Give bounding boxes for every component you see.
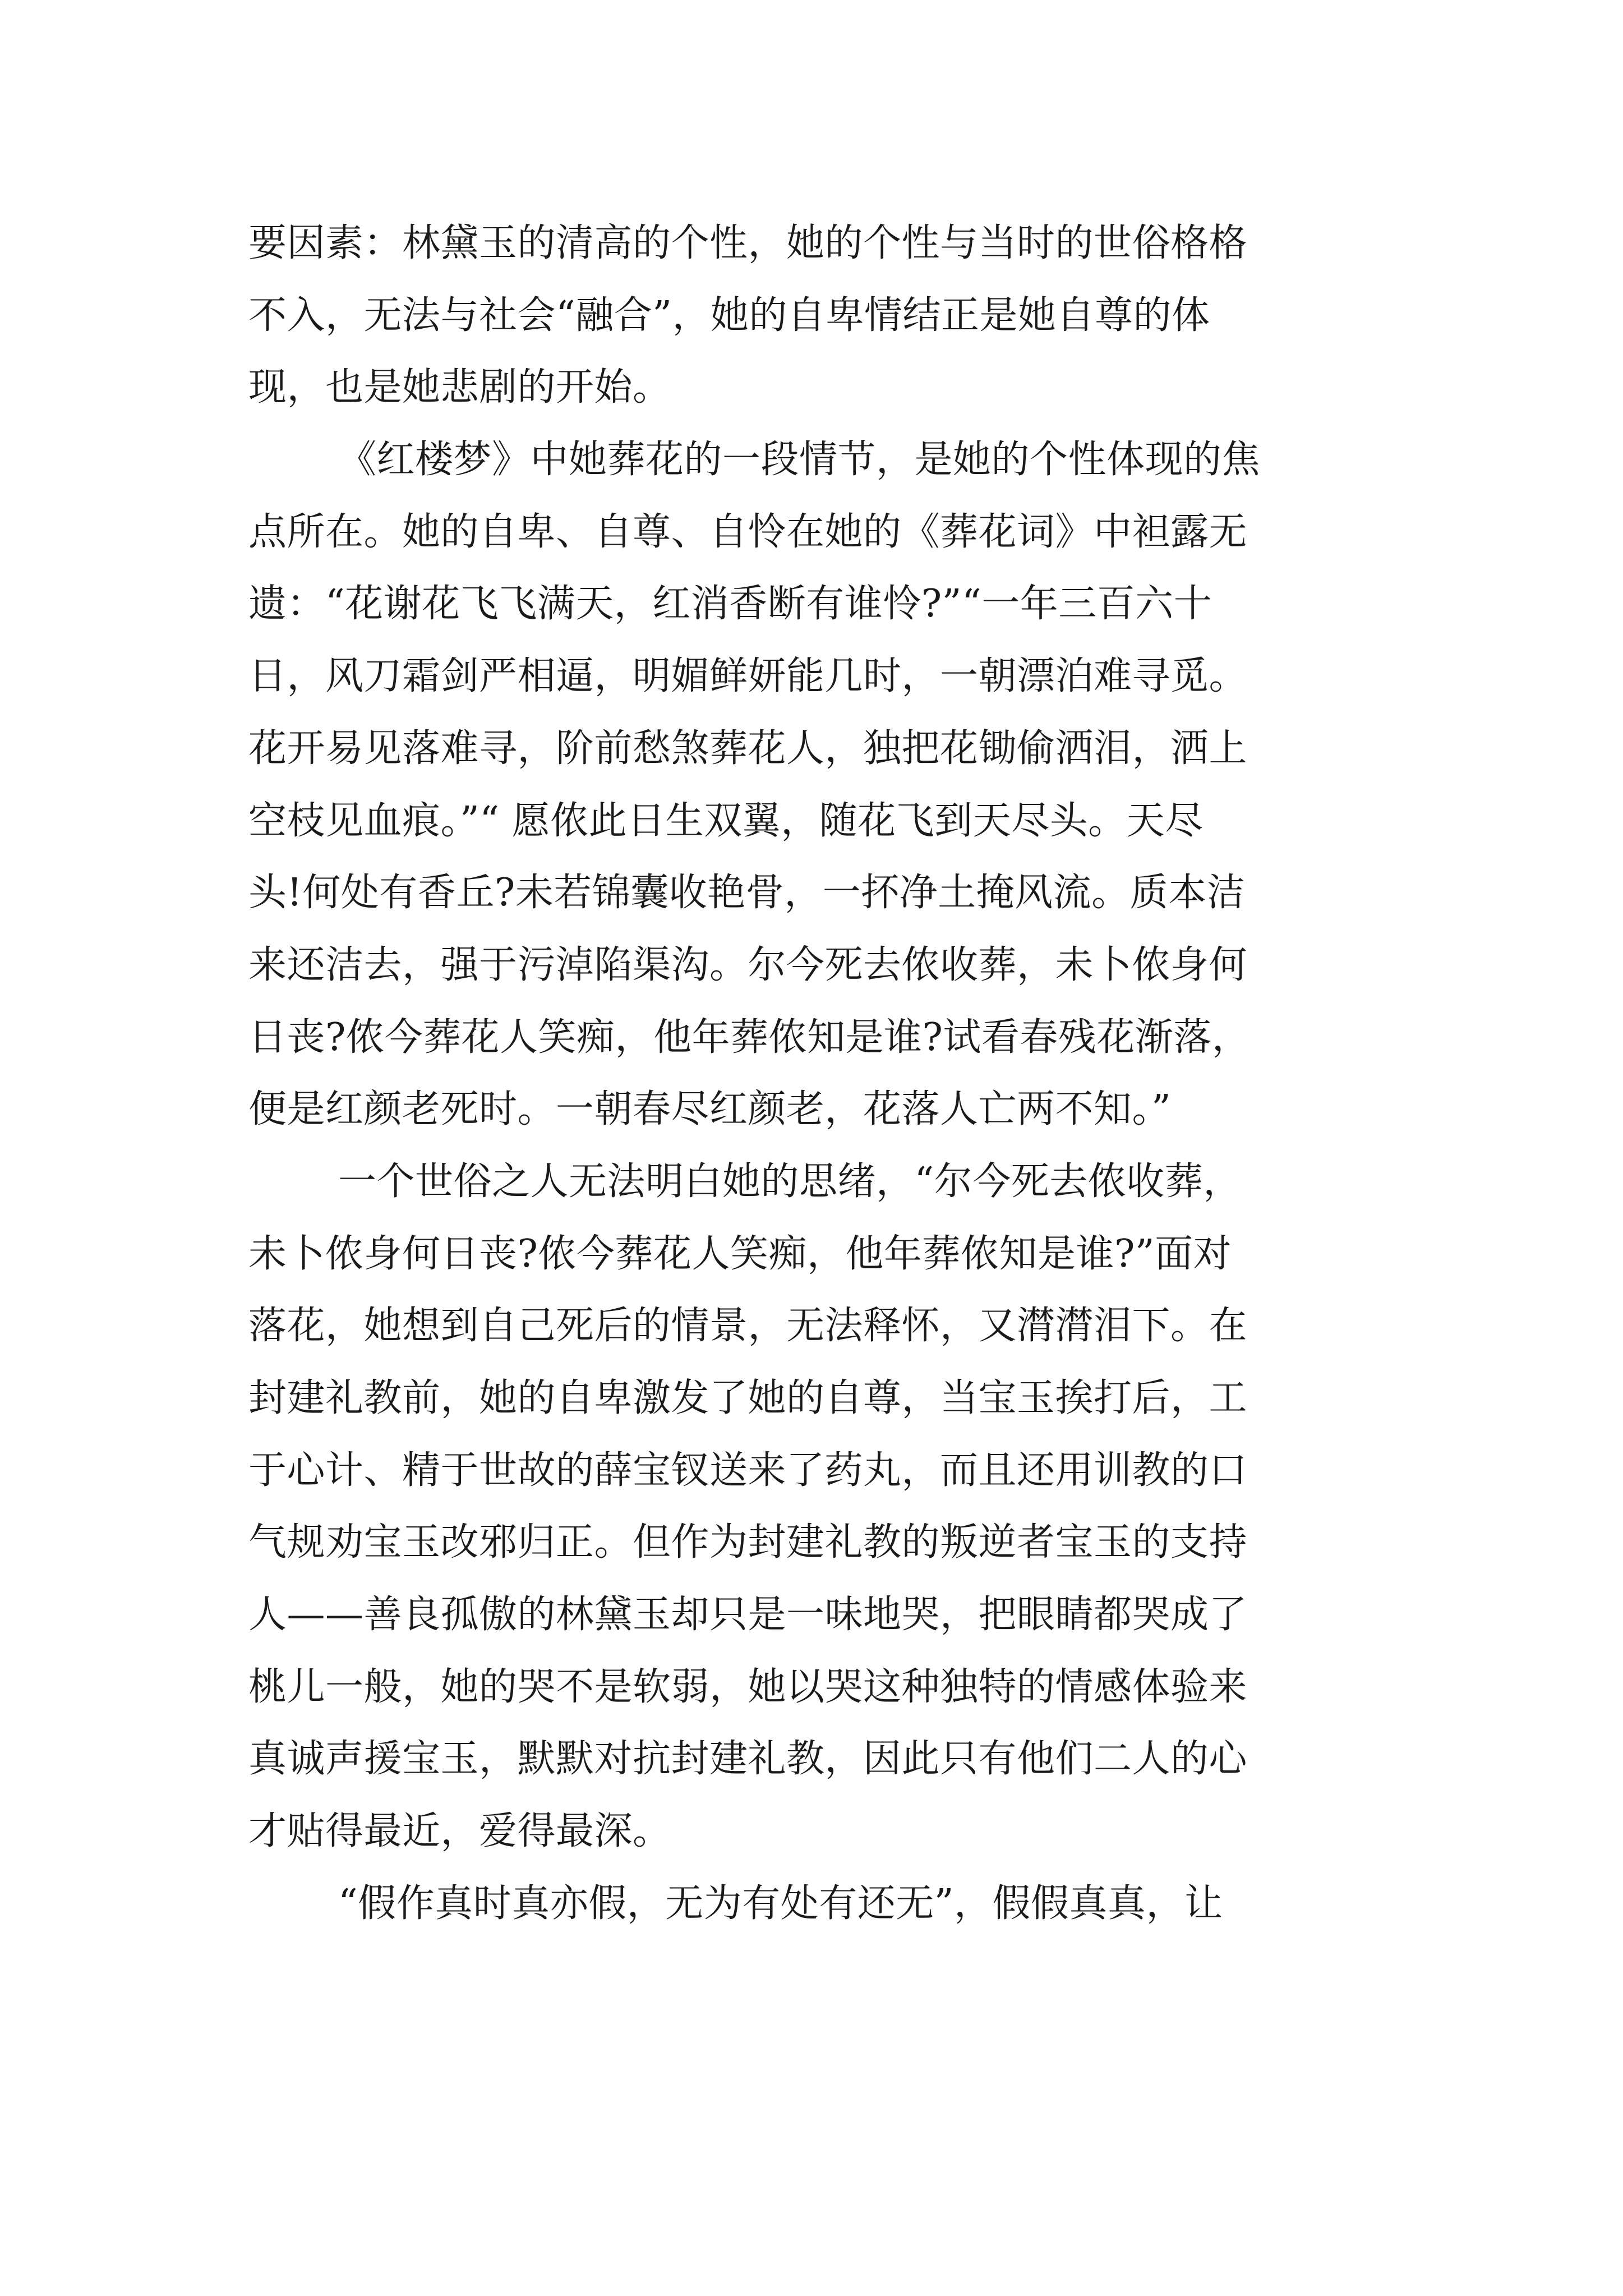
text-line: 头!何处有香丘?未若锦囊收艳骨，一抔净土掩风流。质本洁 xyxy=(248,871,1246,915)
text-line: 气规劝宝玉改邪归正。但作为封建礼教的叛逆者宝玉的支持 xyxy=(248,1520,1248,1565)
body-text xyxy=(248,208,1393,1940)
text-line: 于心计、精于世故的薛宝钗送来了药丸，而且还用训教的口 xyxy=(248,1448,1248,1493)
text-line: 才贴得最近，爱得最深。 xyxy=(248,1809,671,1854)
paragraph-start-line: 一个世俗之人无法明白她的思绪，“尔今死去侬收葬， xyxy=(338,1159,1242,1204)
text-line: 真诚声援宝玉，默默对抗封建礼教，因此只有他们二人的心 xyxy=(248,1737,1248,1782)
text-line: 封建礼教前，她的自卑激发了她的自尊，当宝玉挨打后，工 xyxy=(248,1376,1248,1420)
text-line: 日丧?侬今葬花人笑痴，他年葬侬知是谁?试看春残花渐落， xyxy=(248,1015,1251,1060)
text-line: 桃儿一般，她的哭不是软弱，她以哭这种独特的情感体验来 xyxy=(248,1664,1248,1709)
text-line: 现，也是她悲剧的开始。 xyxy=(248,365,671,410)
text-line: 人——善良孤傲的林黛玉却只是一味地哭，把眼睛都哭成了 xyxy=(248,1593,1248,1637)
text-line: 落花，她想到自己死后的情景，无法释怀，又潸潸泪下。在 xyxy=(248,1304,1248,1349)
text-line: 来还洁去，强于污淖陷渠沟。尔今死去侬收葬，未卜侬身何 xyxy=(248,942,1248,987)
text-line: 要因素：林黛玉的清高的个性，她的个性与当时的世俗格格 xyxy=(248,221,1248,265)
text-line: 遗：“花谢花飞飞满天，红消香断有谁怜?”“一年三百六十 xyxy=(248,582,1212,627)
text-line: 便是红颜老死时。一朝春尽红颜老，花落人亡两不知。” xyxy=(248,1087,1172,1132)
paragraph-start-line: 《红楼梦》中她葬花的一段情节，是她的个性体现的焦 xyxy=(338,438,1261,482)
text-line: 空枝见血痕。”“ 愿侬此日生双翼，随花飞到天尽头。天尽 xyxy=(248,798,1204,843)
text-line: 点所在。她的自卑、自尊、自怜在她的《葬花词》中袒露无 xyxy=(248,509,1248,554)
text-line: 花开易见落难寻，阶前愁煞葬花人，独把花锄偷洒泪，洒上 xyxy=(248,726,1248,771)
text-line: 不入，无法与社会“融合”，她的自卑情结正是她自尊的体 xyxy=(248,293,1210,338)
text-line: 未卜侬身何日丧?侬今葬花人笑痴，他年葬侬知是谁?”面对 xyxy=(248,1231,1232,1276)
text-line: 日，风刀霜剑严相逼，明媚鲜妍能几时，一朝漂泊难寻觅。 xyxy=(248,654,1248,699)
paragraph-start-line: “假作真时真亦假，无为有处有还无”，假假真真，让 xyxy=(338,1881,1223,1926)
